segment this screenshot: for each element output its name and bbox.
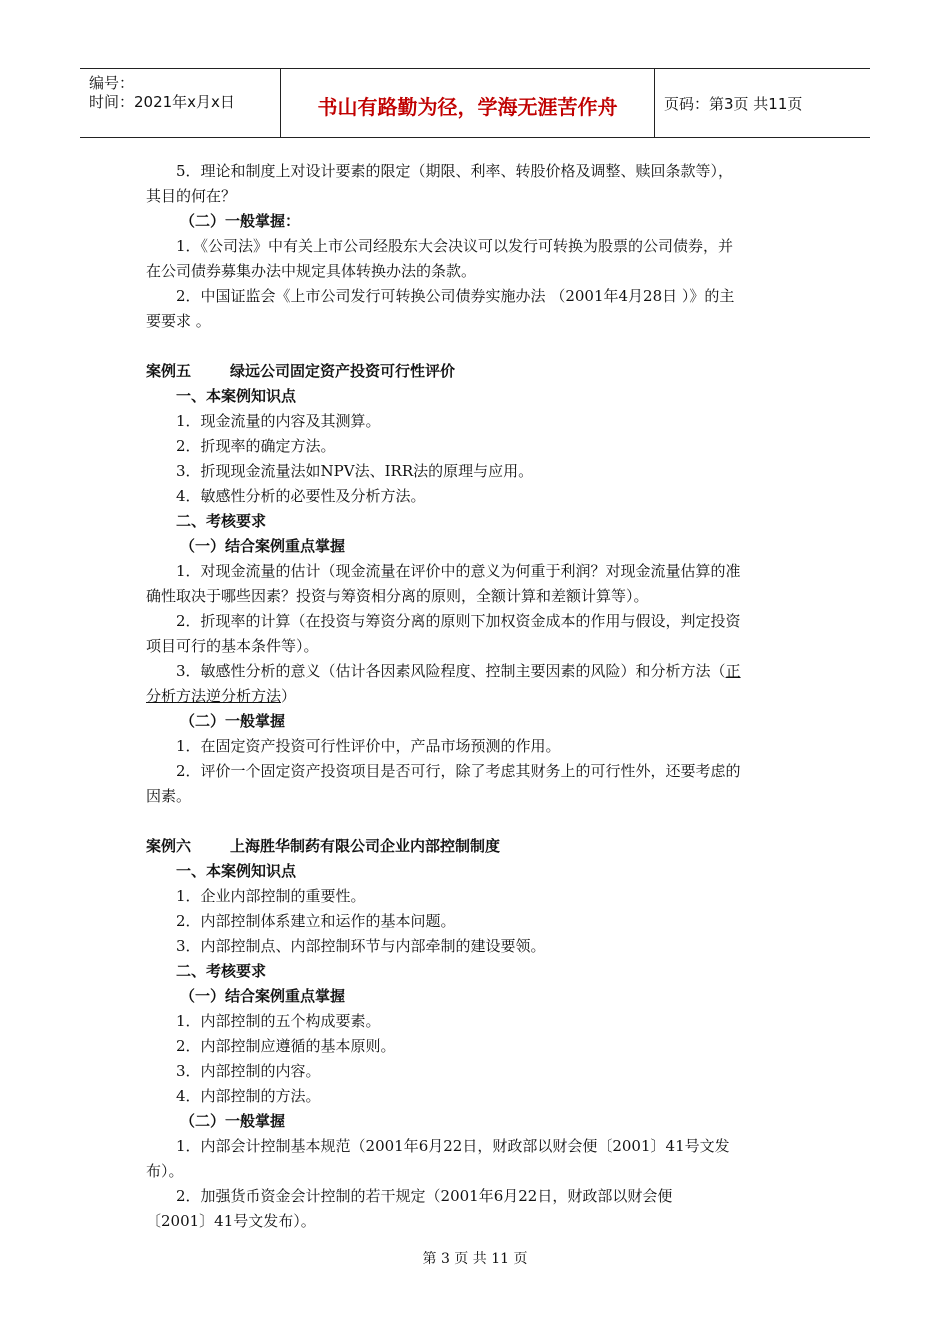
paragraph-text: 3．敏感性分析的意义（估计各因素风险程度、控制主要因素的风险）和分析方法（ [176,662,726,680]
paragraph-line: 2．折现率的计算（在投资与筹资分离的原则下加权资金成本的作用与假设，判定投资 [176,612,741,630]
paragraph-line: 确性取决于哪些因素？投资与筹资相分离的原则，全额计算和差额计算等）。 [146,587,649,605]
paragraph-line: 要要求 。 [146,312,211,330]
list-item: 3．内部控制点、内部控制环节与内部牵制的建设要领。 [176,937,546,955]
paragraph-line: 2．加强货币资金会计控制的若干规定（2001年6月22日，财政部以财会便 [176,1187,673,1205]
subsection-heading: （二）一般掌握： [180,212,301,230]
case-heading [146,359,808,384]
list-item: 4．内部控制的方法。 [176,1087,321,1105]
paragraph-line [146,659,808,684]
paragraph-line: 5．理论和制度上对设计要素的限定（期限、利率、转股价格及调整、赎回条款等）， [176,162,734,180]
page-number-label: 页码：第3页 共11页 [664,95,803,113]
paragraph-line: 1．在固定资产投资可行性评价中，产品市场预测的作用。 [176,737,561,755]
paragraph-line: 1．对现金流量的估计（现金流量在评价中的意义为何重于利润？对现金流量估算的准 [176,562,741,580]
section-heading: 二、考核要求 [176,962,267,980]
underlined-text: 正 [725,662,741,680]
case-title: 绿远公司固定资产投资可行性评价 [230,362,456,380]
paragraph-line: 2．中国证监会《上市公司发行可转换公司债券实施办法 （2001年4月28日 ）》的主 [176,287,735,305]
paragraph-line: 项目可行的基本条件等）。 [146,637,319,655]
serial-label: 编号： [89,74,135,92]
underlined-text: 分析方法逆分析方法 [146,687,282,705]
header-motto: 书山有路勤为径，学海无涯苦作舟 [317,95,618,119]
subsection-heading: （二）一般掌握 [180,1112,286,1130]
list-item: 1．企业内部控制的重要性。 [176,887,366,905]
paragraph-text: ） [281,687,297,705]
page-footer: 第 3 页 共 11 页 [422,1251,528,1267]
case-number: 案例五 [146,362,192,380]
list-item: 4．敏感性分析的必要性及分析方法。 [176,487,426,505]
list-item: 2．内部控制体系建立和运作的基本问题。 [176,912,456,930]
subsection-heading: （二）一般掌握 [180,712,286,730]
header-left-cell [80,69,281,137]
list-item: 3．折现现金流量法如NPV法、IRR法的原理与应用。 [176,462,534,480]
paragraph-line: 布）。 [146,1162,184,1180]
header-right-cell [655,69,870,137]
document-body [146,159,808,1234]
subsection-heading: （一）结合案例重点掌握 [180,987,346,1005]
list-item: 2．折现率的确定方法。 [176,437,336,455]
paragraph-line: 其目的何在？ [146,187,237,205]
list-item: 2．内部控制应遵循的基本原则。 [176,1037,396,1055]
section-heading: 一、本案例知识点 [176,862,297,880]
page-header [80,68,870,138]
paragraph-line: 1．《公司法》中有关上市公司经股东大会决议可以发行可转换为股票的公司债券，并 [176,237,734,255]
section-heading: 二、考核要求 [176,512,267,530]
subsection-heading: （一）结合案例重点掌握 [180,537,346,555]
paragraph-line: 在公司债券募集办法中规定具体转换办法的条款。 [146,262,477,280]
list-item: 1．内部控制的五个构成要素。 [176,1012,381,1030]
paragraph-line: 〔2001〕41号文发布）。 [146,1212,316,1230]
list-item: 3．内部控制的内容。 [176,1062,321,1080]
paragraph-line: 1．内部会计控制基本规范（2001年6月22日，财政部以财会便〔2001〕41号文发 [176,1137,730,1155]
paragraph-line: 2．评价一个固定资产投资项目是否可行，除了考虑其财务上的可行性外，还要考虑的 [176,762,741,780]
header-center-cell [281,69,655,137]
paragraph-line: 因素。 [146,787,192,805]
time-label: 时间：2021年x月x日 [89,93,235,111]
case-heading [146,834,808,859]
case-title: 上海胜华制药有限公司企业内部控制制度 [230,837,501,855]
case-number: 案例六 [146,837,192,855]
paragraph-line [146,684,808,709]
list-item: 1．现金流量的内容及其测算。 [176,412,381,430]
section-heading: 一、本案例知识点 [176,387,297,405]
